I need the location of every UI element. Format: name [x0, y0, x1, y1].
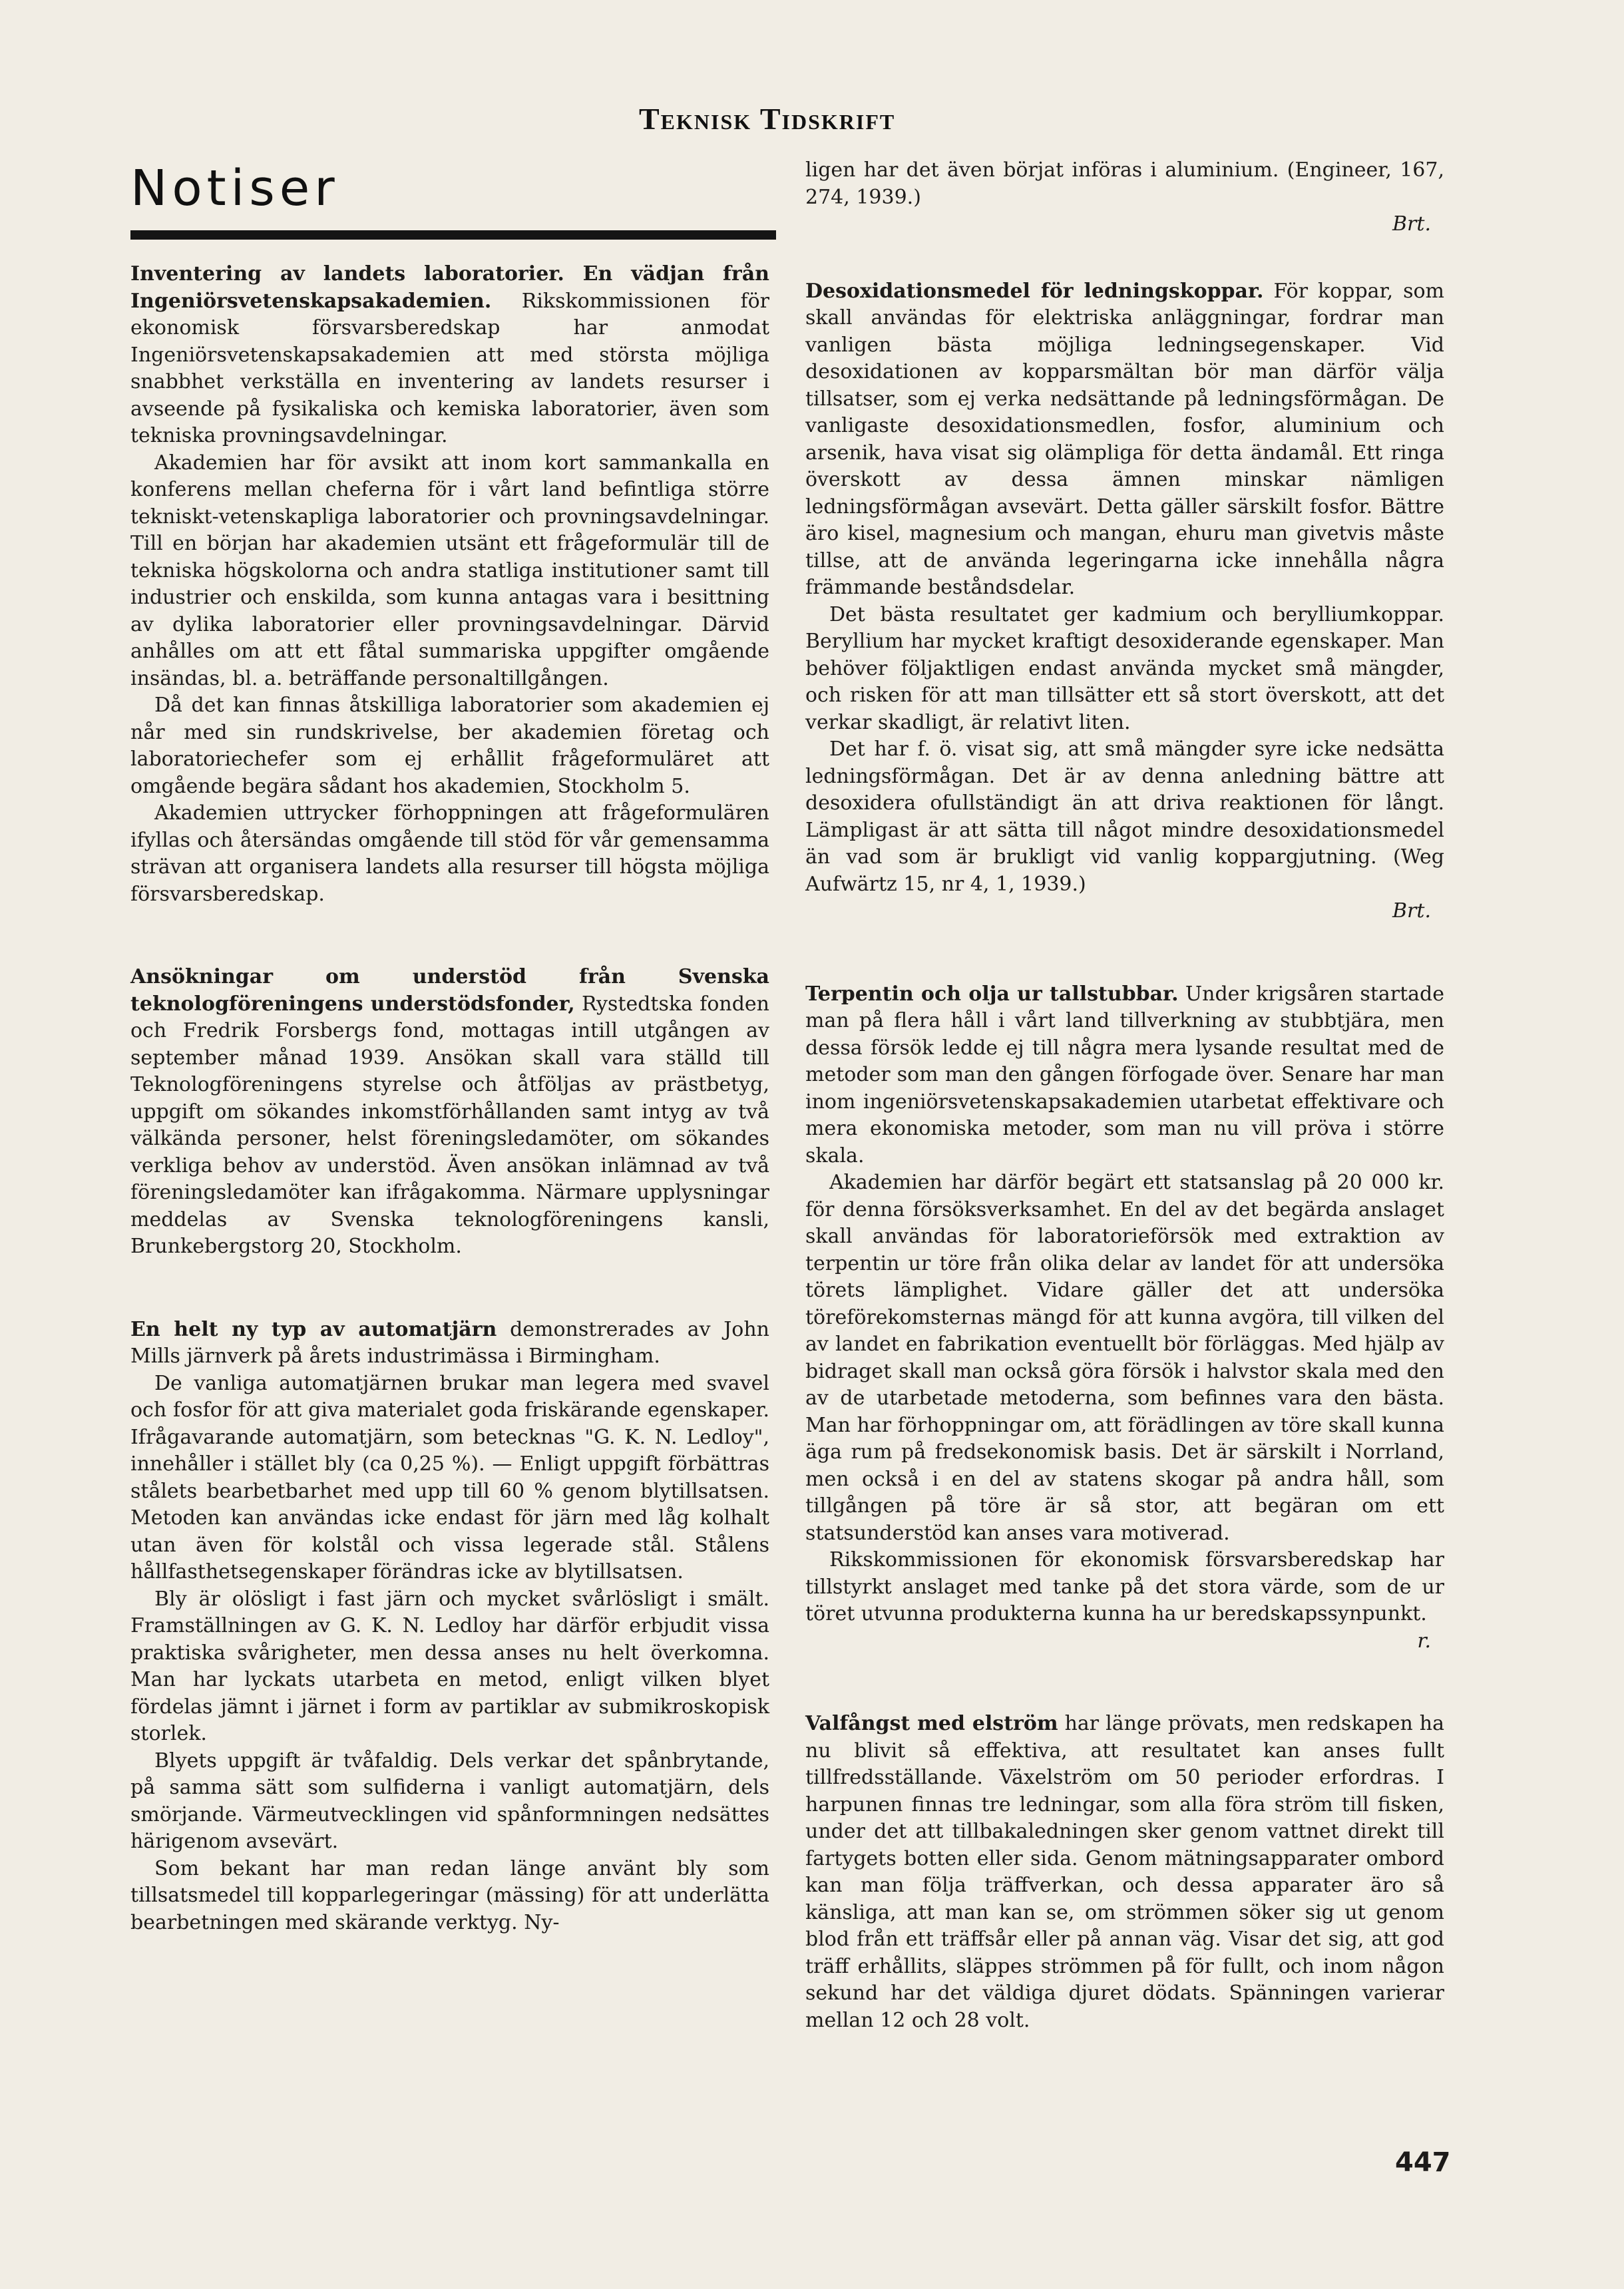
article-head: Desoxidationsmedel för ledningskoppar.: [805, 279, 1264, 303]
article-paragraph: Då det kan finnas åtskilliga laboratorier som akademien ej når med sin rundskrivelse, ber akademien företag och laboratoriechefer som ej erhållit frågeformuläret att omgående begära sådant hos akademien, Stockholm 5.: [130, 694, 769, 798]
section-rule: [130, 230, 776, 240]
article-desoxidation: [805, 278, 1444, 925]
page-number: 447: [1395, 2147, 1451, 2178]
article-valfangst: [805, 1711, 1444, 2034]
signature: Brt.: [1392, 899, 1431, 923]
article-head: En helt ny typ av automatjärn: [130, 1317, 497, 1341]
article-text: har länge prövats, men redskapen ha nu blivit så effektiva, att resultatet kan anses fullt tillfredsställande. Växelström om 50 perioder erfordras. I harpunen finnas tre ledningar, som alla föra ström till fisken, under det att tillbakaledningen sker genom vattnet direkt till fartygets botten eller sida. Genom mätningsapparater ombord kan man följa träffverkan, och dessa apparater äro så känsliga, att man kan se, om strömmen söker sig ut genom blod från ett träffsår eller på annan väg. Visar det sig, att god träff erhållits, släppes strömmen på för fullt, och inom någon sekund har det väldiga djuret dödats. Spänningen varierar mellan 12 och 28 volt.: [805, 1712, 1444, 2032]
article-text: Under krigsåren startade man på flera håll i vårt land tillverkning av stubbtjära, men dessa försök ledde ej till några mera lysande resultat med de metoder som man den gången förfogade över. Senare har man inom ingeniörsvetenskapsakademien utarbetat effektivare och mera ekonomiska metoder, som man nu vill pröva i större skala.: [805, 982, 1444, 1167]
signature: Brt.: [1392, 212, 1431, 236]
signature: r.: [1417, 1629, 1431, 1653]
article-continuation: [805, 157, 1444, 238]
article-text: Rystedtska fonden och Fredrik Forsbergs fond, mottagas intill utgången av september månad 1939. Ansökan skall vara ställd till Teknologföreningens styrelse och åtföljas av prästbetyg, uppgift om sökandes inkomstförhållanden samt intyg av två välkända personer, helst föreningsledamöter, om sökandes verkliga behov av understöd. Även ansökan inlämnad av två föreningsledamöter kan ifrågakomma. Närmare upplysningar meddelas av Svenska teknologföreningens kansli, Brunkebergstorg 20, Stockholm.: [130, 992, 769, 1258]
article-paragraph: Det har f. ö. visat sig, att små mängder syre icke nedsätta ledningsförmågan. Det är av denna anledning bättre att desoxidera ofullständigt än att driva reaktionen för långt. Lämpligast är att sätta till något mindre desoxidationsmedel än vad som är brukligt vid vanlig koppargjutning. (Weg Aufwärtz 15, nr 4, 1, 1939.): [805, 737, 1444, 896]
article-text: demonstrerades av John Mills järnverk på årets industrimässa i Birmingham.: [130, 1317, 769, 1368]
article-head: Terpentin och olja ur tallstubbar.: [805, 982, 1179, 1006]
article-paragraph: Som bekant har man redan länge använt bly som tillsatsmedel till kopparlegeringar (mässing) för att underlätta bearbetningen med skärande verktyg. Ny-: [130, 1856, 769, 1934]
article-paragraph: Rikskommissionen för ekonomisk försvarsberedskap har tillstyrkt anslaget med tanke på det stora värde, som de ur töret utvunna produkterna kunna ha ur beredskapssynpunkt.: [805, 1548, 1444, 1625]
article-head: Valfångst med elström: [805, 1712, 1058, 1735]
article-paragraph: De vanliga automatjärnen brukar man legera med svavel och fosfor för att giva materialet goda friskärande egenskaper. Ifrågavarande automatjärn, som betecknas "G. K. N. Ledloy", innehåller i stället bly (ca 0,25 %). — Enligt uppgift förbättras stålets bearbetbarhet med upp till 60 % genom blytillsatsen. Metoden kan användas icke endast för järn med låg kolhalt utan även för kolstål och vissa legerade stål. Stålens hållfasthetsegenskaper förändras icke av blytillsatsen.: [130, 1371, 769, 1583]
article-paragraph: Akademien uttrycker förhoppningen att frågeformulären ifyllas och återsändas omgående till stöd för vår gemensamma strävan att organisera landets alla resurser till högsta möjliga försvarsberedskap.: [130, 801, 769, 906]
article-terpentin: [805, 981, 1444, 1655]
article-head: Inventering av landets laboratorier. En vädjan från Ingeniörsvetenskapsakademien.: [130, 262, 769, 313]
article-paragraph: Blyets uppgift är tvåfaldig. Dels verkar det spånbrytande, på samma sätt som sulfiderna i vanligt automatjärn, dels smörjande. Värmeutvecklingen vid spånformningen nedsättes härigenom avsevärt.: [130, 1749, 769, 1853]
article-automatjarn: [130, 1317, 769, 1937]
article-paragraph: Akademien har för avsikt att inom kort sammankalla en konferens mellan cheferna för i vårt land befintliga större tekniskt-vetenskapliga laboratorier och provningsavdelningar. Till en början har akademien utsänt ett frågeformulär till de tekniska högskolorna och andra statliga institutioner samt till industrier och enskilda, som kunna antagas vara i besittning av dylika laboratorier eller provningsavdelningar. Därvid anhålles om att ett fåtal summariska uppgifter omgående insändas, bl. a. beträffande personaltillgången.: [130, 451, 769, 690]
article-text: För koppar, som skall användas för elektriska anläggningar, fordrar man vanligen bästa möjliga ledningsegenskaper. Vid desoxidationen av kopparsmältan bör man därför välja tillsatser, som ej verka nedsättande på ledningsförmågan. De vanligaste desoxidationsmedlen, fosfor, aluminium och arsenik, hava visat sig olämpliga för detta ändamål. Ett ringa överskott av dessa ämnen minskar nämligen ledningsförmågan avsevärt. Detta gäller särskilt fosfor. Bättre äro kisel, magnesium och mangan, ehuru man givetvis måste tillse, att de använda legeringarna icke innehålla några främmande beståndsdelar.: [805, 279, 1444, 599]
journal-title: Teknisk Tidskrift: [639, 102, 896, 136]
article-text: Rikskommissionen för ekonomisk försvarsberedskap har anmodat Ingeniörsvetenskapsakademien att med största möjliga snabbhet verkställa en inventering av landets resurser i avseende på fysikaliska och kemiska laboratorier, även som tekniska provningsavdelningar.: [130, 289, 769, 447]
article-ansokningar: [130, 964, 769, 1261]
article-paragraph: Akademien har därför begärt ett statsanslag på 20 000 kr. för denna försöksverksamhet. En del av det begärda anslaget skall användas för laboratorieförsök med extraktion av terpentin ur töre från olika delar av landet för att undersöka törets lämplighet. Vidare gäller det att undersöka töreförekomsternas mängd för att kunna avgöra, till vilken del av landet en fabrikation eventuellt bör förläggas. Med hjälp av bidraget skall man också göra försök i halvstor skala med den av de utarbetade metoderna, som befinnes vara den bästa. Man har förhoppningar om, att förädlingen av töre skall kunna äga rum på fredsekonomisk basis. Det är särskilt i Norrland, men också i en del av statens skogar på andra håll, som tillgången på töre är så stor, att begäran om ett statsunderstöd kan anses vara motiverad.: [805, 1171, 1444, 1545]
article-head: Ansökningar om understöd från Svenska teknologföreningens understödsfonder,: [130, 965, 769, 1016]
article-inventering: [130, 261, 769, 908]
continuation-text: ligen har det även börjat införas i aluminium. (Engineer, 167, 274, 1939.): [805, 158, 1444, 209]
right-column: [805, 157, 1444, 2090]
article-paragraph: Bly är olösligt i fast järn och mycket svårlösligt i smält. Framställningen av G. K. N. Ledloy har därför erbjudit vissa praktiska svårigheter, men dessa anses nu helt överkomna. Man har lyckats utarbeta en metod, enligt vilken blyet fördelas jämnt i järnet i form av partiklar av submikroskopisk storlek.: [130, 1587, 769, 1745]
left-column: [130, 261, 769, 1992]
section-title: Notiser: [130, 160, 339, 217]
article-paragraph: Det bästa resultatet ger kadmium och berylliumkoppar. Beryllium har mycket kraftigt desoxiderande egenskaper. Man behöver följaktligen endast använda mycket små mängder, och risken för att man tillsätter ett så stort överskott, att det verkar skadligt, är relativt liten.: [805, 602, 1444, 734]
